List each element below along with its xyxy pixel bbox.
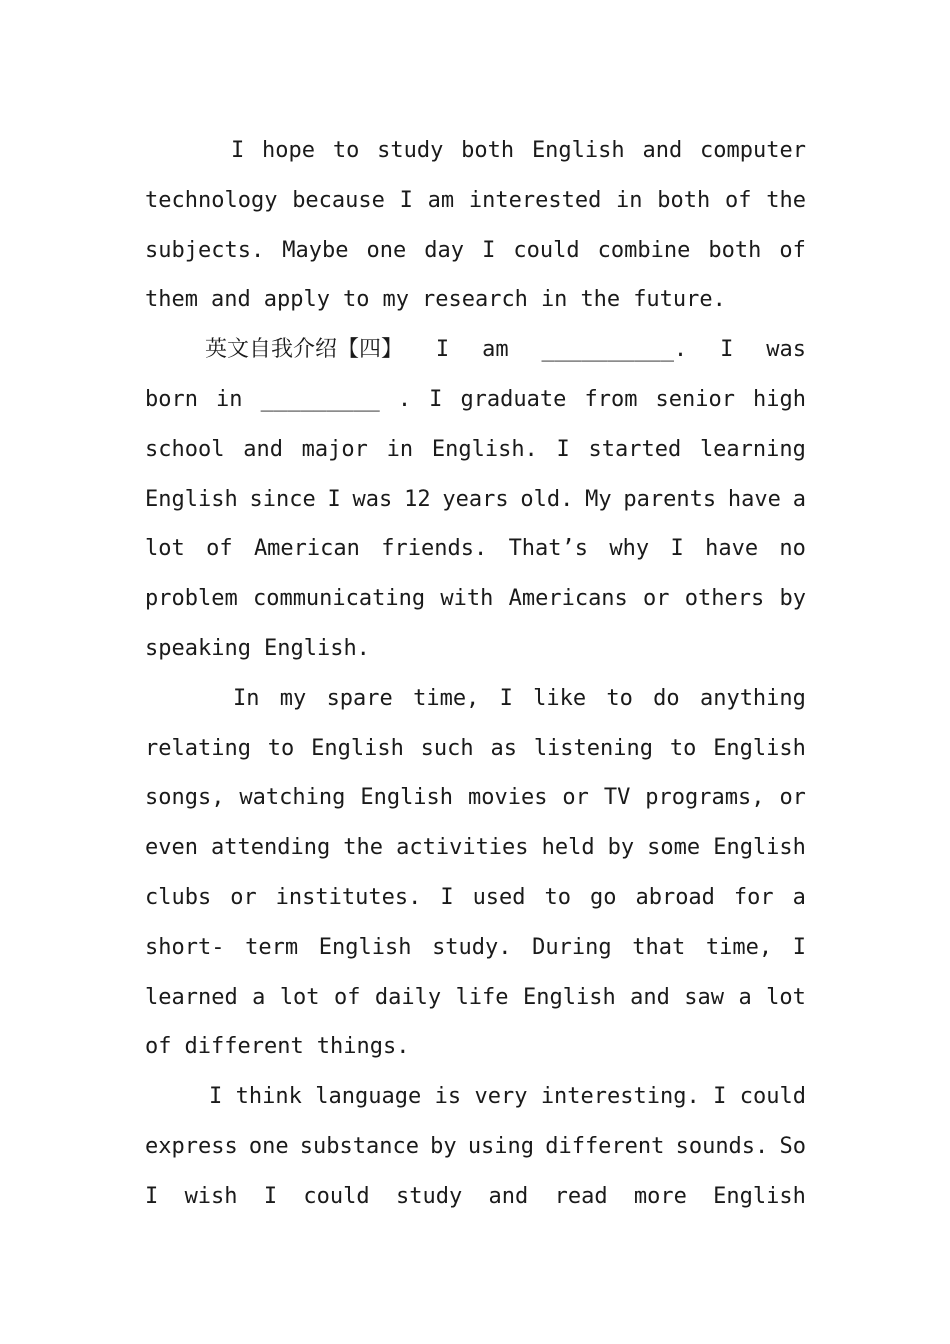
word: programs, — [645, 785, 765, 811]
text-line — [145, 873, 806, 923]
word: have — [727, 486, 781, 512]
word: English — [713, 1183, 806, 1209]
word: like — [533, 685, 587, 711]
text-line — [145, 176, 806, 226]
word: by — [779, 586, 806, 612]
word: of — [206, 536, 233, 562]
text-line — [145, 1122, 806, 1172]
word: day — [424, 237, 465, 263]
word: and — [642, 138, 683, 163]
word: why — [609, 536, 650, 562]
word: in — [540, 287, 568, 313]
word: life — [455, 984, 509, 1010]
text-line — [145, 973, 806, 1023]
word: no — [779, 536, 806, 562]
word: more — [633, 1183, 687, 1209]
word: because — [292, 187, 385, 213]
word: old. — [520, 486, 574, 512]
word: saw — [684, 984, 725, 1010]
text-line — [145, 524, 806, 574]
text-line — [145, 475, 806, 525]
word: a — [792, 884, 806, 910]
word: high — [753, 386, 806, 412]
word: is — [434, 1084, 462, 1110]
word: was — [352, 486, 393, 512]
word: speaking — [145, 635, 251, 661]
word: of — [145, 1034, 172, 1060]
word: During — [532, 934, 612, 960]
word: both — [657, 187, 711, 213]
text-line — [145, 923, 806, 973]
word: research — [421, 287, 528, 313]
word: of — [725, 187, 752, 213]
word: That’s — [508, 536, 589, 562]
word: major — [301, 436, 368, 462]
word: I — [440, 884, 454, 910]
word: senior — [655, 386, 735, 412]
word: graduate — [460, 386, 567, 412]
word: such — [420, 735, 474, 761]
word: sounds. — [675, 1133, 769, 1159]
text-line — [145, 674, 806, 724]
word: go — [589, 884, 617, 910]
word: attending — [211, 835, 331, 861]
word: or — [643, 586, 670, 612]
word: I — [327, 486, 341, 512]
word: by — [607, 835, 635, 861]
word: English — [145, 486, 238, 512]
word: the — [580, 287, 621, 313]
paragraph — [145, 126, 806, 325]
word: parents — [623, 486, 717, 512]
word: my — [382, 287, 409, 313]
word: different — [184, 1034, 304, 1060]
word: I — [720, 337, 734, 363]
word: English — [713, 735, 806, 761]
word: of — [779, 237, 806, 263]
word: things. — [316, 1034, 410, 1060]
word: apply — [263, 287, 330, 313]
word: I — [145, 1183, 159, 1209]
word: am — [427, 187, 455, 213]
word: and — [630, 984, 670, 1010]
word: or — [779, 785, 806, 811]
text-line — [145, 823, 806, 873]
word: could — [739, 1084, 806, 1110]
word: English — [522, 984, 616, 1010]
word: time, — [413, 685, 480, 711]
word: have — [705, 536, 759, 562]
word: to — [267, 735, 295, 761]
word: subjects. — [145, 237, 265, 263]
word: Maybe — [282, 237, 349, 263]
word: some — [647, 835, 701, 861]
text-line — [145, 1022, 806, 1072]
section-heading: 英文自我介绍【四】 — [205, 337, 404, 363]
word: combine — [597, 237, 691, 263]
word: English. — [263, 635, 370, 661]
word: that — [632, 934, 686, 960]
text-line — [145, 574, 806, 624]
paragraph — [145, 1072, 806, 1221]
word: anything — [699, 685, 806, 711]
word: the — [343, 835, 384, 861]
text-line — [145, 425, 806, 475]
word: I — [670, 536, 684, 562]
word: computer — [700, 138, 806, 163]
word: wish — [184, 1183, 238, 1209]
word: In — [233, 685, 260, 711]
word: in — [616, 187, 643, 213]
word: I — [263, 1183, 278, 1209]
word: communicating — [252, 586, 426, 612]
word: activities — [396, 835, 529, 861]
word: school — [145, 436, 225, 462]
word: using — [467, 1133, 535, 1159]
word: I — [556, 436, 570, 462]
fill-in-blank: _________ — [260, 386, 380, 412]
word: relating — [145, 735, 251, 761]
word: TV — [603, 785, 631, 811]
word: even — [145, 835, 198, 861]
word: I — [399, 187, 413, 213]
word: could — [303, 1183, 370, 1209]
word: a — [252, 984, 266, 1010]
word: English — [713, 835, 806, 861]
word: Americans — [508, 586, 628, 612]
word: for — [733, 884, 774, 910]
text-line — [145, 325, 806, 375]
word: one — [366, 237, 407, 263]
word: of — [333, 984, 361, 1010]
word: both — [461, 138, 515, 163]
word: very — [474, 1084, 528, 1110]
word: technology — [145, 187, 278, 213]
word: think — [235, 1084, 302, 1110]
word: one — [248, 1133, 289, 1159]
paragraph — [145, 325, 806, 674]
text-line — [145, 773, 806, 823]
text-line — [145, 226, 806, 276]
word: learning — [699, 436, 806, 462]
word: clubs — [145, 884, 212, 910]
word: I — [713, 1084, 727, 1110]
word: English — [360, 785, 454, 811]
word: in — [386, 436, 414, 462]
word: and — [243, 436, 283, 462]
word: from — [584, 386, 638, 412]
word: abroad — [635, 884, 715, 910]
word: I — [435, 337, 450, 363]
word: read — [554, 1183, 608, 1209]
word: as — [490, 735, 517, 761]
word: different — [545, 1133, 665, 1159]
word: hope — [262, 138, 316, 163]
word: interested — [468, 187, 602, 213]
word: listening — [533, 735, 654, 761]
word: songs, — [145, 785, 225, 811]
fill-in-blank: __________. — [541, 337, 688, 363]
word: I — [792, 934, 806, 960]
text-line — [145, 275, 806, 325]
word: movies — [467, 785, 548, 811]
word: others — [684, 586, 765, 612]
text-line — [145, 624, 806, 674]
word: English — [531, 138, 625, 163]
word: I — [482, 237, 496, 263]
word: to — [544, 884, 572, 910]
word: do — [653, 685, 680, 711]
word: to — [332, 138, 360, 163]
word: English — [311, 735, 404, 761]
word: a — [792, 486, 806, 512]
word: years — [442, 486, 509, 512]
word: to — [606, 685, 633, 711]
word: time, — [705, 934, 773, 960]
word: and — [210, 287, 251, 313]
word: problem — [145, 586, 238, 612]
word: with — [440, 586, 494, 612]
word: 12 — [404, 486, 431, 512]
word: spare — [326, 685, 393, 711]
word: substance — [299, 1133, 419, 1159]
word: a — [738, 984, 752, 1010]
word: . — [397, 386, 412, 412]
word: English — [318, 934, 412, 960]
text-line — [145, 375, 806, 425]
paragraph — [145, 674, 806, 1072]
word: I — [429, 386, 443, 412]
word: lot — [766, 984, 806, 1010]
word: daily — [374, 984, 442, 1010]
word: them — [145, 287, 198, 313]
word: study — [395, 1183, 463, 1209]
word: study. — [432, 934, 512, 960]
word: friends. — [381, 536, 488, 562]
word: by — [430, 1133, 457, 1159]
word: I — [231, 138, 245, 163]
word: learned — [145, 984, 238, 1010]
word: English. — [431, 436, 538, 462]
word: lot — [279, 984, 320, 1010]
word: interesting. — [540, 1084, 700, 1110]
word: or — [562, 785, 589, 811]
word: short- — [145, 934, 225, 960]
word: in — [216, 386, 243, 412]
text-line — [145, 126, 806, 176]
word: was — [766, 337, 806, 363]
word: lot — [145, 536, 185, 562]
text-line — [145, 724, 806, 774]
word: the — [766, 187, 806, 213]
word: to — [342, 287, 370, 313]
word: or — [230, 884, 257, 910]
word: to — [669, 735, 697, 761]
word: So — [779, 1133, 806, 1159]
word: institutes. — [275, 884, 422, 910]
word: American — [253, 536, 360, 562]
word: could — [513, 237, 580, 263]
word: language — [315, 1084, 422, 1110]
word: both — [708, 237, 762, 263]
word: study — [377, 138, 444, 163]
word: since — [249, 486, 316, 512]
document-body — [145, 126, 806, 1222]
word: born — [145, 386, 198, 412]
word: and — [488, 1183, 529, 1209]
word: My — [585, 486, 612, 512]
text-line — [145, 1172, 806, 1222]
word: used — [472, 884, 526, 910]
word: I — [209, 1084, 223, 1110]
word: watching — [239, 785, 346, 811]
text-line — [145, 1072, 806, 1122]
word: am — [482, 337, 509, 363]
word: held — [541, 835, 595, 861]
word: started — [588, 436, 682, 462]
word: express — [145, 1133, 238, 1159]
word: term — [245, 934, 299, 960]
word: my — [279, 685, 307, 711]
word: future. — [633, 287, 726, 313]
word: I — [499, 685, 513, 711]
